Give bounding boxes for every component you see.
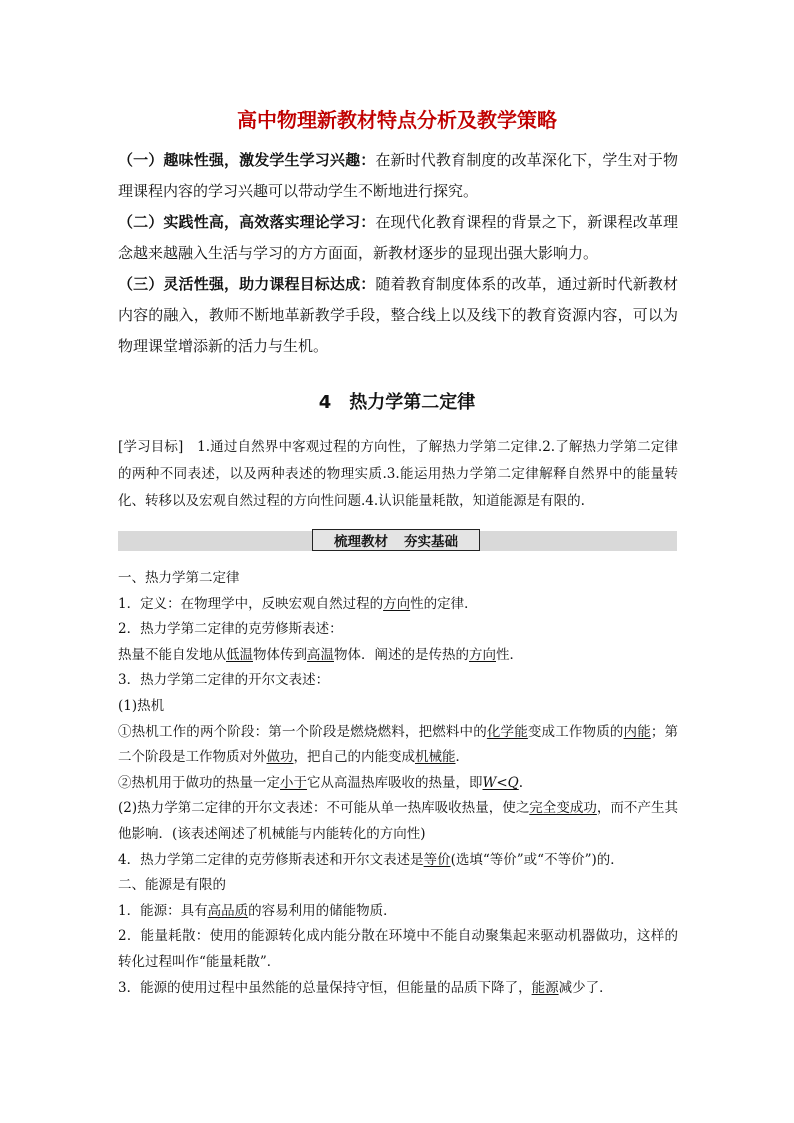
line-dissipation: 2．能量耗散：使用的能源转化成内能分散在环境中不能自动聚集起来驱动机器做功，这样的转化过程叫作“能量耗散”． bbox=[118, 928, 678, 970]
intro-paragraph bbox=[118, 269, 678, 362]
lesson-body bbox=[118, 566, 678, 1001]
line-kelvin-title: 3．热力学第二定律的开尔文表述： bbox=[118, 672, 330, 689]
learning-goals bbox=[118, 434, 678, 515]
text: 3．能源的使用过程中虽然能的总量保持守恒，但能量的品质下降了， bbox=[118, 979, 532, 996]
intro-text: 随着教育制度体系的改革，通过新时代新教材内容的融入，教师不断地革新教学手段，整合线上以及线下的教育资源内容，可以为物理课堂增添新的活力与生机。 bbox=[118, 275, 678, 355]
formula: W<Q bbox=[482, 774, 519, 791]
text: 它从高温热库吸收的热量，即 bbox=[307, 774, 483, 791]
answer-blank: 机械能 bbox=[415, 749, 456, 766]
line-heat-engine: (1)热机 bbox=[118, 697, 165, 714]
answer-blank: 方向 bbox=[383, 595, 411, 612]
text: ，而不产生其他影响．(该表述阐述了机械能与内能转化的方向性) bbox=[118, 800, 679, 842]
text: ，把自己的内能变成 bbox=[293, 749, 415, 766]
text: ． bbox=[455, 749, 469, 766]
intro-paragraph bbox=[118, 145, 678, 207]
line-energy-source bbox=[118, 899, 678, 925]
answer-blank: 化学能 bbox=[486, 723, 528, 740]
answer-blank: 内能 bbox=[623, 723, 651, 740]
page-title: 高中物理新教材特点分析及教学策略 bbox=[237, 108, 557, 132]
intro-text: 在新时代教育制度的改革深化下，学生对于物理课程内容的学习兴趣可以带动学生不断地进行探究。 bbox=[118, 151, 678, 200]
text: 变成工作物质的 bbox=[527, 723, 624, 740]
intro-heading: （三）灵活性强，助力课程目标达成： bbox=[118, 275, 376, 293]
answer-blank: 能源 bbox=[531, 979, 559, 996]
text: . bbox=[518, 774, 524, 791]
text: ②热机用于做功的热量一定 bbox=[118, 774, 280, 791]
text: 的容易利用的储能物质． bbox=[248, 902, 397, 919]
answer-blank: 做功 bbox=[266, 749, 294, 766]
intro-text: 在现代化教育课程的背景之下，新课程改革理念越来越融入生活与学习的方方面面，新教材逐步的显现出强大影响力。 bbox=[118, 213, 678, 262]
intro-paragraph bbox=[118, 207, 678, 269]
text: 物体．阐述的是传热的 bbox=[334, 646, 469, 663]
intro-heading: （一）趣味性强，激发学生学习兴趣： bbox=[118, 151, 376, 169]
line-equivalence bbox=[118, 848, 678, 874]
line-kelvin bbox=[118, 796, 678, 847]
line-definition bbox=[118, 592, 678, 618]
answer-blank: 低温 bbox=[226, 646, 253, 663]
line-clausius bbox=[118, 643, 678, 669]
text: ①热机工作的两个阶段：第一个阶段是燃烧燃料，把燃料中的 bbox=[118, 723, 487, 740]
intro-section bbox=[118, 145, 678, 362]
answer-blank: 方向 bbox=[469, 646, 496, 663]
text: 减少了． bbox=[558, 979, 613, 996]
text: (选填“等价”或“不等价”)的． bbox=[450, 851, 624, 868]
answer-blank: 等价 bbox=[423, 851, 451, 868]
text: 物体传到 bbox=[253, 646, 307, 663]
line-clausius-title: 2．热力学第二定律的克劳修斯表述： bbox=[118, 621, 343, 638]
text: 性的定律． bbox=[410, 595, 478, 612]
section-banner bbox=[312, 529, 480, 551]
section-title: 4 热力学第二定律 bbox=[318, 392, 476, 413]
text: 1．定义：在物理学中，反映宏观自然过程的 bbox=[118, 595, 384, 612]
learning-goals-text: [学习目标] 1.通过自然界中客观过程的方向性，了解热力学第二定律.2.了解热力学第二定律的两种不同表述，以及两种表述的物理实质.3.能运用热力学第二定律解释自然界中的能量转化、转移以及宏观自然过程的方向性问题.4.认识能量耗散，知道能源是有限的. bbox=[118, 439, 678, 509]
answer-blank: 完全变成功 bbox=[529, 800, 597, 817]
line-engine-heat bbox=[118, 771, 678, 797]
text: ；第二个阶段是工作物质对外 bbox=[118, 723, 679, 766]
answer-blank: 小于 bbox=[280, 774, 307, 791]
answer-blank: 高温 bbox=[307, 646, 334, 663]
text: 4．热力学第二定律的克劳修斯表述和开尔文表述是 bbox=[118, 851, 424, 868]
banner-left-label: 梳理教材 bbox=[334, 534, 388, 550]
text: 热量不能自发地从 bbox=[118, 646, 226, 663]
text: 1．能源：具有 bbox=[118, 902, 208, 919]
heading-2: 二、能源是有限的 bbox=[118, 877, 226, 894]
answer-blank: 高品质 bbox=[207, 902, 249, 919]
intro-heading: （二）实践性高，高效落实理论学习： bbox=[118, 213, 376, 231]
text: (2)热力学第二定律的开尔文表述：不可能从单一热库吸收热量，使之 bbox=[118, 800, 530, 817]
line-energy-quality bbox=[118, 976, 678, 1002]
banner-right-label: 夯实基础 bbox=[404, 534, 458, 550]
heading-1: 一、热力学第二定律 bbox=[118, 570, 240, 586]
text: 性． bbox=[496, 646, 523, 663]
line-engine-stages bbox=[118, 720, 678, 771]
